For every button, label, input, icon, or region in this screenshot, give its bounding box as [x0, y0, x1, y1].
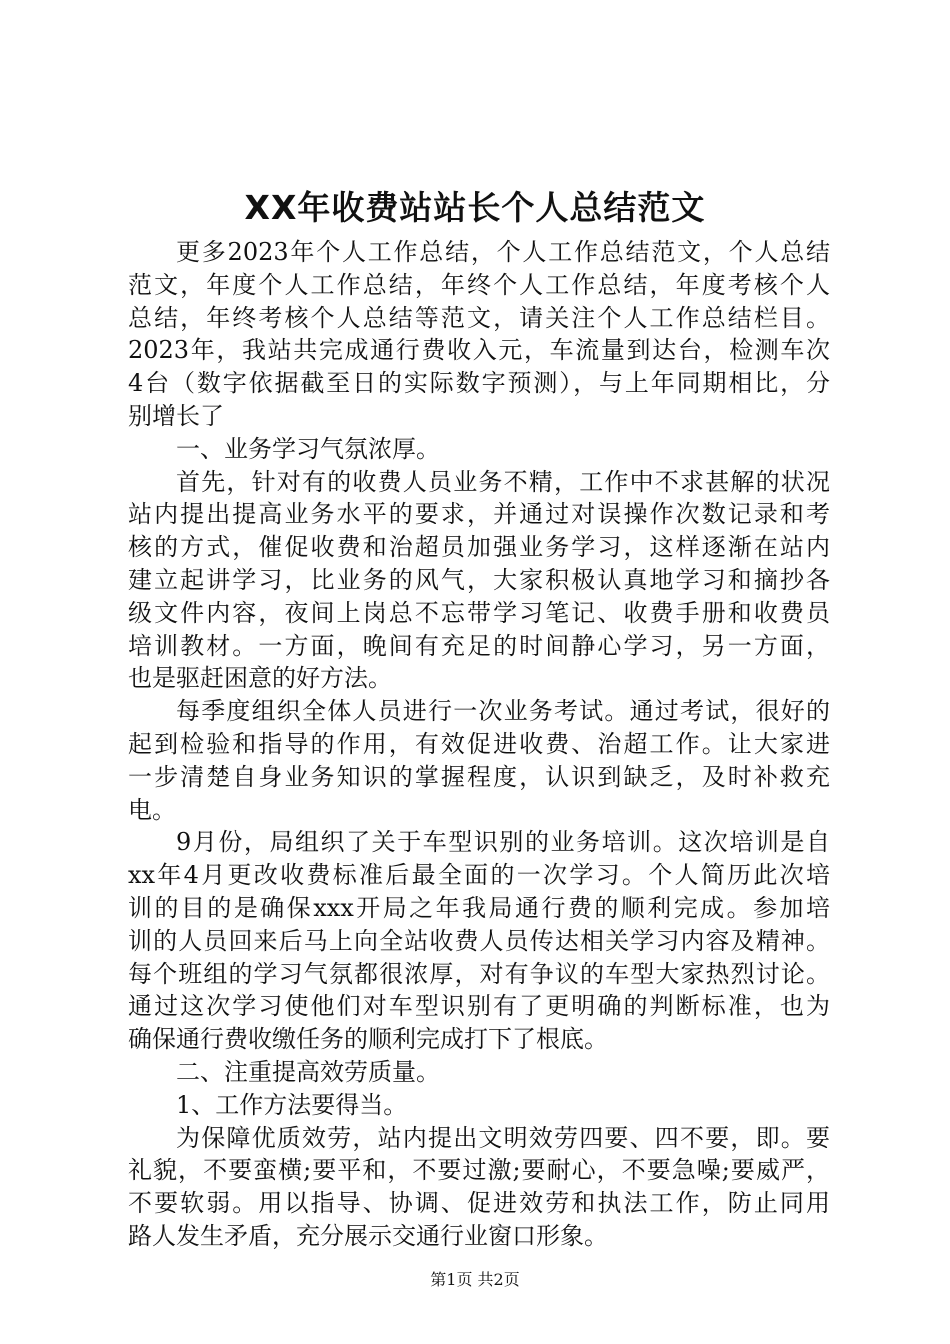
text-line: 起到检验和指导的作用，有效促进收费、治超工作。让大家进	[128, 729, 830, 758]
text-line: 9月份，局组织了关于车型识别的业务培训。这次培训是自	[176, 828, 830, 857]
text-line: 训的人员回来后马上向全站收费人员传达相关学习内容及精神。	[128, 926, 830, 955]
subsection-heading: 1、工作方法要得当。	[176, 1090, 408, 1119]
text-line: 为保障优质效劳，站内提出文明效劳四要、四不要，即。要	[176, 1123, 830, 1152]
text-line: 核的方式，催促收费和治超员加强业务学习，这样逐渐在站内	[128, 533, 830, 562]
text-line: 级文件内容，夜间上岗总不忘带学习笔记、收费手册和收费员	[128, 598, 830, 627]
text-line: 站内提出提高业务水平的要求，并通过对误操作次数记录和考	[128, 500, 830, 529]
text-line: 首先，针对有的收费人员业务不精，工作中不求甚解的状况	[176, 467, 830, 496]
text-line: 别增长了	[128, 401, 224, 430]
text-line: 建立起讲学习，比业务的风气，大家积极认真地学习和摘抄各	[128, 565, 830, 594]
text-line: 礼貌，不要蛮横;要平和，不要过激;要耐心，不要急噪;要威严，	[128, 1156, 830, 1185]
text-line: xx年4月更改收费标准后最全面的一次学习。个人简历此次培	[128, 861, 830, 890]
text-line: 2023年，我站共完成通行费收入元，车流量到达台，检测车次	[128, 336, 830, 365]
text-line: 4台（数字依据截至日的实际数字预测），与上年同期相比，分	[128, 369, 830, 398]
text-line: 每个班组的学习气氛都很浓厚，对有争议的车型大家热烈讨论。	[128, 959, 830, 988]
page-number-footer: 第1页 共2页	[430, 1270, 520, 1289]
text-line: 总结，年终考核个人总结等范文，请关注个人工作总结栏目。	[128, 303, 830, 332]
text-line: 培训教材。一方面，晚间有充足的时间静心学习，另一方面，	[128, 631, 830, 660]
text-line: 训的目的是确保xxx开局之年我局通行费的顺利完成。参加培	[128, 893, 830, 922]
section-heading: 一、业务学习气氛浓厚。	[176, 434, 440, 463]
text-line: 不要软弱。用以指导、协调、促进效劳和执法工作，防止同用	[128, 1189, 830, 1218]
document-title: XX年收费站站长个人总结范文	[244, 188, 706, 227]
text-line: 更多2023年个人工作总结，个人工作总结范文，个人总结	[176, 238, 830, 266]
text-line: 确保通行费收缴任务的顺利完成打下了根底。	[128, 1025, 608, 1054]
text-line: 一步清楚自身业务知识的掌握程度，认识到缺乏，及时补救充	[128, 762, 830, 791]
text-line: 每季度组织全体人员进行一次业务考试。通过考试，很好的	[176, 697, 830, 726]
text-line: 电。	[128, 795, 176, 824]
section-heading: 二、注重提高效劳质量。	[176, 1057, 440, 1086]
text-line: 范文，年度个人工作总结，年终个人工作总结，年度考核个人	[128, 270, 830, 299]
document-body	[128, 236, 830, 1253]
text-line: 路人发生矛盾，充分展示交通行业窗口形象。	[128, 1221, 608, 1250]
text-line: 也是驱赶困意的好方法。	[128, 664, 392, 693]
text-line: 通过这次学习使他们对车型识别有了更明确的判断标准，也为	[128, 992, 830, 1021]
